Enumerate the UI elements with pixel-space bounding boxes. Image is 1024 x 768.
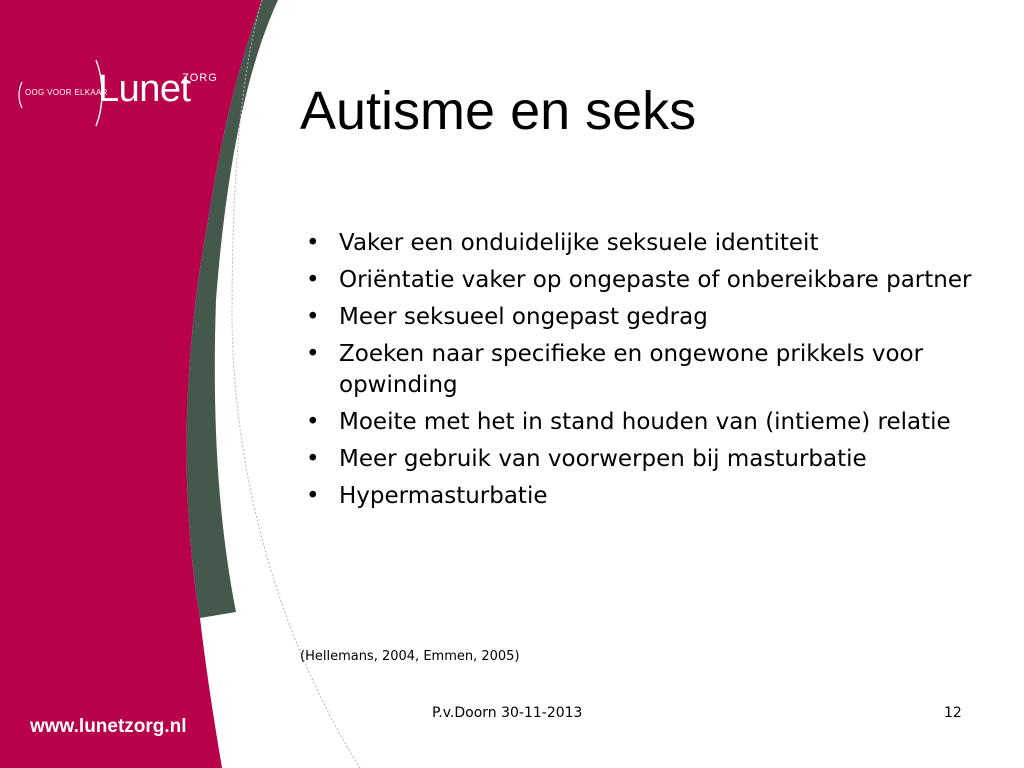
bullet-item: • Zoeken naar specifieke en ongewone prikkels voor opwinding bbox=[300, 339, 990, 401]
bullet-item: • Meer gebruik van voorwerpen bij masturbatie bbox=[300, 444, 990, 475]
reference-citation: (Hellemans, 2004, Emmen, 2005) bbox=[300, 649, 520, 664]
bullet-item: • Hypermasturbatie bbox=[300, 481, 990, 512]
footer-date-author: P.v.Doorn 30-11-2013 bbox=[432, 705, 583, 721]
bullet-item: • Oriëntatie vaker op ongepaste of onbereikbare partner bbox=[300, 265, 990, 296]
logo-brand-name: Lunet bbox=[98, 68, 191, 110]
website-url: www.lunetzorg.nl bbox=[30, 716, 187, 737]
bullet-item: • Moeite met het in stand houden van (intieme) relatie bbox=[300, 407, 990, 438]
bullet-item: • Meer seksueel ongepast gedrag bbox=[300, 302, 990, 333]
lunet-zorg-logo bbox=[14, 60, 224, 130]
slide-title: Autisme en seks bbox=[300, 81, 697, 141]
logo-suffix: ZORG bbox=[182, 72, 218, 84]
logo-tagline: OOG VOOR ELKAAR bbox=[25, 88, 108, 97]
page-number: 12 bbox=[944, 705, 962, 721]
bullet-item: • Vaker een onduidelijke seksuele identiteit bbox=[300, 228, 990, 259]
bullet-list bbox=[300, 228, 990, 518]
